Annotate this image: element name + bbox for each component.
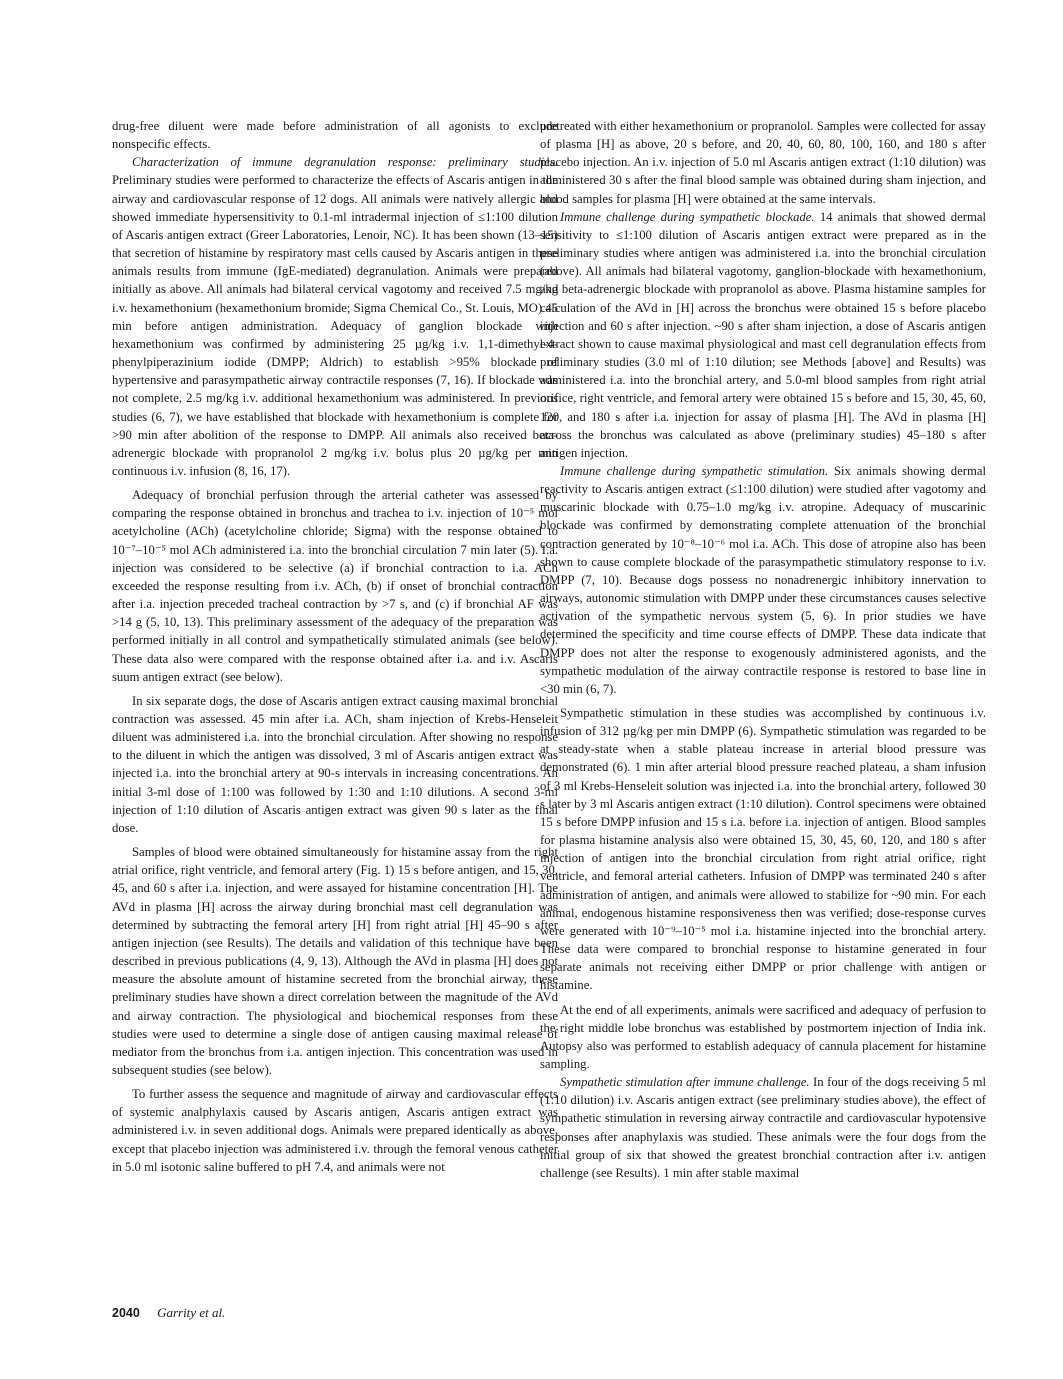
page-number: 2040 [112, 1306, 140, 1320]
paragraph: In six separate dogs, the dose of Ascaris antigen extract causing maximal bronchial contraction was assessed. 45 min after i.a. ACh, sham injection of Krebs-Henseleit diluent was administered i.a. into the bronchial circulation. After showing no response to the diluent in which the antigen was dissolved, 3 ml of Ascaris antigen extract was injected i.a. into the bronchial artery at 90-s intervals in increasing concentrations. An initial 3-ml dose of 1:100 was followed by 1:30 and 1:10 dilutions. A second 3-ml injection of 1:10 dilution of Ascaris antigen extract was given 90 s later as the final dose. [112, 693, 558, 835]
page-footer [112, 1305, 225, 1321]
left-column [112, 117, 558, 1176]
section-heading: Sympathetic stimulation after immune challenge. [560, 1075, 810, 1090]
paragraph: To further assess the sequence and magnitude of airway and cardiovascular effects of systemic analphylaxis caused by Ascaris antigen, Ascaris antigen extract was administered i.v. in seven additional dogs. Animals were prepared identically as above, except that placebo injection was administered i.v. through the femoral venous catheter in 5.0 ml isotonic saline buffered to pH 7.4, and animals were not [112, 1087, 558, 1174]
section-heading: Immune challenge during sympathetic blockade. [560, 209, 815, 224]
section-heading: Immune challenge during sympathetic stimulation. [560, 463, 829, 478]
paragraph: pretreated with either hexamethonium or propranolol. Samples were collected for assay of plasma [H] as above, 20 s before, and 20, 40, 60, 80, 100, 160, and 180 s after placebo injection. An i.v. injection of 5.0 ml Ascaris antigen extract (1:10 dilution) was administered 30 s after the final blood sample was obtained during sham injection, and blood samples for plasma [H] were obtained at the same intervals. [540, 119, 986, 206]
paragraph: Adequacy of bronchial perfusion through the arterial catheter was assessed by comparing the response obtained in bronchus and trachea to i.v. injection of 10⁻⁵ mol acetylcholine (ACh) (acetylcholine chloride; Sigma) with the response obtained to 10⁻⁷–10⁻⁵ mol ACh administered i.a. into the bronchial circulation 7 min later (5). I.a. injection was considered to be selective (a) if bronchial contraction to i.a. ACh exceeded the response resulting from i.v. ACh, (b) if onset of bronchial contraction after i.a. injection preceded tracheal contraction by >7 s, and (c) if bronchial AF was >14 g (5, 10, 13). This preliminary assessment of the adequacy of the preparation was performed initially in all control and sympathetically stimulated animals (see below). These data also were compared with the response obtained after i.a. and i.v. Ascaris suum antigen extract (see below). [112, 488, 558, 684]
paragraph: Sympathetic stimulation in these studies was accomplished by continuous i.v. infusion of 312 µg/kg per min DMPP (6). Sympathetic stimulation was regarded to be at steady-state when a stable plateau increase in arterial blood pressure was demonstrated (6). 1 min after arterial blood pressure reached plateau, a sham infusion of 3 ml Krebs-Henseleit solution was injected i.a. into the bronchial artery, followed 30 s later by 3 ml Ascaris antigen extract (1:10 dilution). Control specimens were obtained 15 s before DMPP infusion and 15 s i.a. before i.a. injection of antigen. Blood samples for plasma histamine analysis also were obtained 15, 30, 45, 60, 120, and 180 s after injection of antigen into the bronchial circulation from right atrial orifice, right ventricle, and femoral arterial catheters. Infusion of DMPP was terminated 240 s after administration of antigen, and animals were allowed to stabilize for ~90 min. For each animal, endogenous histamine responsiveness then was verified; dose-response curves were generated with 10⁻⁹–10⁻⁵ mol i.a. histamine injected into the bronchial artery. These data were compared to bronchial response to histamine generated in four separate animals not receiving either DMPP or prior challenge with antigen or histamine. [540, 706, 986, 993]
paragraph: Immune challenge during sympathetic stimulation. Six animals showing dermal reactivity to Ascaris antigen extract (≤1:100 dilution) were studied after vagotomy and muscarinic blockade with 0.75–1.0 mg/kg i.v. atropine. Adequacy of muscarinic blockade was confirmed by demonstrating complete attenuation of the bronchial contraction generated by 10⁻⁸–10⁻⁶ mol i.a. ACh. This dose of atropine also has been shown to cause complete blockade of the parasympathetic stimulatory response to i.v. DMPP (7, 10). Because dogs possess no nonadrenergic inhibitory innervation to airways, autonomic stimulation with DMPP under these circumstances causes selective activation of the sympathetic nervous system (5, 6). In prior studies we have determined the specificity and time course effects of DMPP. These data indicate that DMPP does not alter the response to exogenously administered agonists, and the sympathetic modulation of the airway contractile response is restored to base line in <30 min (6, 7). [540, 463, 986, 696]
paragraph: Characterization of immune degranulation response: preliminary studies. Preliminary studies were performed to characterize the effects of Ascaris antigen in the airway and cardiovascular response of 12 dogs. All animals were natively allergic and showed immediate hypersensitivity to 0.1-ml intradermal injection of ≤1:100 dilution of Ascaris antigen extract (Greer Laboratories, Lenoir, NC). It has been shown (13–15) that secretion of histamine by respiratory mast cells caused by Ascaris antigen in these animals results from immune (IgE-mediated) degranulation. Animals were prepared initially as above. All animals had bilateral cervical vagotomy and received 7.5 mg/kg i.v. hexamethonium (hexamethonium bromide; Sigma Chemical Co., St. Louis, MO) 45 min before antigen administration. Adequacy of ganglion blockade with hexamethonium was confirmed by administering 25 µg/kg i.v. 1,1-dimethyl-4-phenylpiperazinium iodide (DMPP; Aldrich) to establish >95% blockade of hypertensive and parasympathetic airway contractile responses (7, 16). If blockade was not complete, 2.5 mg/kg i.v. additional hexamethonium was administered. In previous studies (6, 7), we have established that blockade with hexamethonium is complete for >90 min after abolition of the response to DMPP. All animals also received beta-adrenergic blockade with propranolol 2 mg/kg i.v. bolus plus 20 µg/kg per min continuous i.v. infusion (8, 16, 17). [112, 155, 559, 478]
running-author: Garrity et al. [157, 1305, 226, 1320]
paragraph: Sympathetic stimulation after immune challenge. In four of the dogs receiving 5 ml (1:10 dilution) i.v. Ascaris antigen extract (see preliminary studies above), the effect of sympathetic stimulation in reversing airway contractile and cardiovascular hypotensive responses after anaphylaxis was studied. These animals were the four dogs from the initial group of six that showed the greatest bronchial contraction after i.v. antigen challenge (see Results). 1 min after stable maximal [540, 1075, 986, 1180]
paragraph: drug-free diluent were made before administration of all agonists to exclude nonspecific effects. [112, 119, 558, 152]
right-column [540, 117, 986, 1182]
paragraph: Samples of blood were obtained simultaneously for histamine assay from the right atrial orifice, right ventricle, and femoral artery (Fig. 1) 15 s before antigen, and 15, 30, 45, and 60 s after i.a. injection, and were assayed for histamine concentration [H]. The AVd in plasma [H] across the airway during bronchial mast cell degranulation was determined by subtracting the femoral artery [H] from right atrial [H] 45–90 s after antigen injection (see Results). The details and validation of this technique have been described in previous publications (4, 9, 13). Although the AVd in plasma [H] does not measure the absolute amount of histamine secreted from the bronchial airway, these preliminary studies have shown a direct correlation between the magnitude of the AVd and airway contraction. The physiological and biochemical responses from these studies were used to determine a single dose of antigen causing maximal release of mediator from the bronchus from i.a. antigen injection. This concentration was used in subsequent studies (see below). [112, 845, 558, 1077]
paragraph: At the end of all experiments, animals were sacrificed and adequacy of perfusion to the right middle lobe bronchus was established by postmortem injection of India ink. Autopsy also was performed to establish adequacy of cannula placement for histamine sampling. [540, 1002, 986, 1071]
section-heading: Characterization of immune degranulation response: preliminary studies. [132, 155, 558, 170]
paragraph: Immune challenge during sympathetic blockade. 14 animals that showed dermal sensitivity to ≤1:100 dilution of Ascaris antigen extract were prepared as in the preliminary studies where antigen was administered i.a. into the bronchial circulation (above). All animals had bilateral vagotomy, ganglion-blockade with hexamethonium, and beta-adrenergic blockade with propranolol as above. Plasma histamine samples for calculation of the AVd in [H] across the bronchus were obtained 15 s before placebo injection and 60 s after injection. ~90 s after sham injection, a dose of Ascaris antigen extract shown to cause maximal physiological and mast cell degranulation effects from preliminary studies (3.0 ml of 1:10 dilution; see Methods [above] and Results) was administered i.a. into the bronchial artery, and 5.0-ml blood samples from right atrial orifice, right ventricle, and femoral artery were obtained 15 s before and 15, 30, 45, 60, 120, and 180 s after i.a. injection for assay of plasma [H]. The AVd in plasma [H] across the bronchus was calculated as above (preliminary studies) 45–180 s after antigen injection. [540, 209, 986, 460]
